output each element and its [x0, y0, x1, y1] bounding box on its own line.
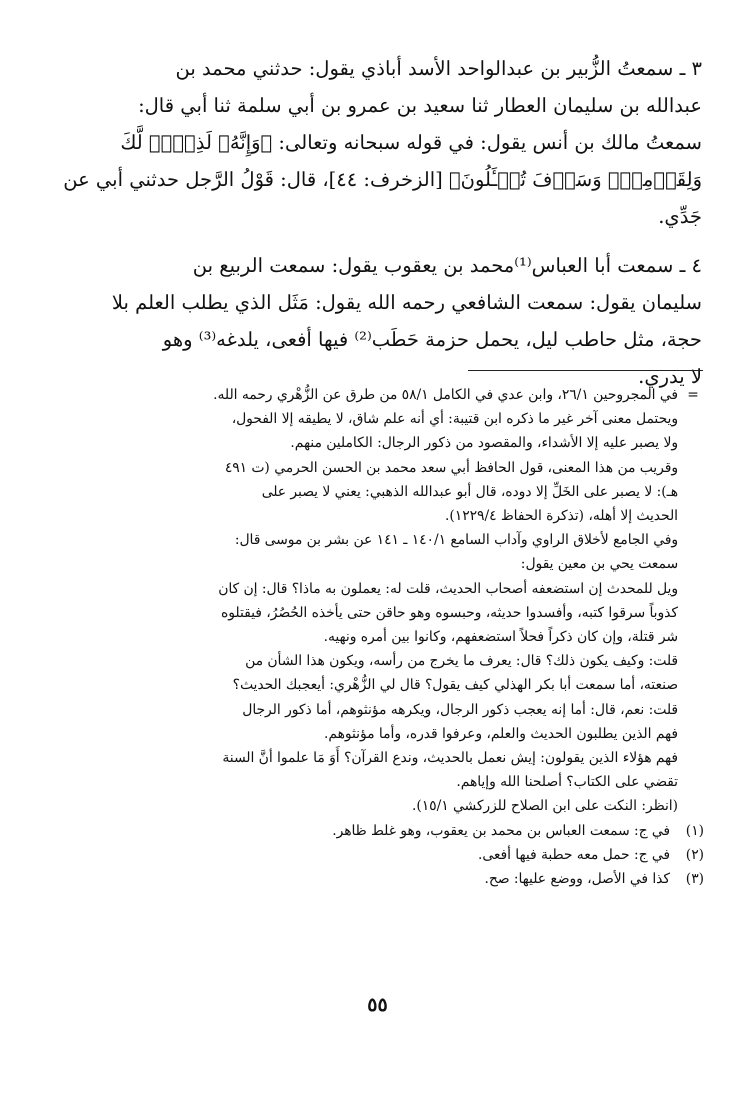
footnote-number: (٣): [685, 871, 704, 888]
note-line: صنعته، أما سمعت أبا بكر الهذلي كيف يقول؟ قال لي الزُّهْري: أيعجبك الحديث؟: [232, 677, 678, 694]
paragraph-4: [52, 247, 702, 395]
note-line: شر قتلة، وإن كان ذكراً فحلاً استضعفهم، وكانوا بين أمره ونهيه.: [323, 629, 678, 646]
text-line: وَلِقَوۡمِكَۖ وَسَوۡفَ تُسۡـَٔلُونَ﴾ [الزخرف: ٤٤]، قال: قَوْلُ الرَّجل حدثني أبي عن: [63, 168, 702, 191]
continuation-mark: =: [687, 387, 699, 403]
text-line: لا يدري.: [638, 365, 702, 388]
footnote-text: في ج: حمل معه حطبة فيها أفعى.: [477, 846, 670, 863]
paragraph-3: [52, 50, 702, 235]
note-line: تقضي على الكتاب؟ أصلحنا الله وإياهم.: [456, 774, 678, 791]
note-line: فهم الذين يطلبون الحديث والعلم، وعرفوا قدره، وأما مؤنثوهم.: [324, 725, 678, 742]
text-line: حجة، مثل حاطب ليل، يحمل حزمة حَطَب⁽²⁾ فيها أفعى، يلدغه⁽³⁾ وهو: [162, 328, 702, 351]
text-line: سليمان يقول: سمعت الشافعي رحمه الله يقول: مَثَل الذي يطلب العلم بلا: [111, 291, 702, 314]
footnote-2: [52, 843, 704, 867]
footnote-number: (١): [685, 822, 704, 839]
note-line: ولا يصبر عليه إلا الأشداء، والمقصود من ذكور الرجال: الكاملين منهم.: [290, 435, 678, 452]
note-line: هـ): لا يصبر على الخَلِّ إلا دوده، قال أبو عبدالله الذهبي: يعني لا يصبر على: [261, 483, 678, 500]
footnote-number: (٢): [685, 846, 704, 863]
note-line: قلت: نعم، قال: أما إنه يعجب ذكور الرجال، ويكرهه مؤنثوهم، أما ذكور الرجال: [242, 701, 678, 718]
text-line: سمعتُ مالك بن أنس يقول: في قوله سبحانه وتعالى: ﴿وَإِنَّهُۥ لَذِكۡرٞ لَّكَ: [120, 131, 702, 154]
footnote-divider: [468, 370, 703, 371]
text-line: جَدِّي.: [658, 205, 702, 228]
page-number: ٥٥: [367, 994, 388, 1016]
note-line: سمعت يحي بن معين يقول:: [520, 556, 678, 573]
note-line: الحديث إلا أهله، (تذكرة الحفاظ ١٢٢٩/٤).: [445, 508, 678, 525]
footnotes-area: [52, 383, 704, 891]
text-line: ٤ ـ سمعت أبا العباس⁽¹⁾محمد بن يعقوب يقول: سمعت الربيع بن: [192, 254, 702, 277]
footnote-text: كذا في الأصل، ووضع عليها: صح.: [484, 871, 670, 888]
footnote-1: [52, 819, 704, 843]
text-line: ٣ ـ سمعتُ الزُّبير بن عبدالواحد الأسد أباذي يقول: حدثني محمد بن: [175, 57, 702, 80]
note-line: وفي الجامع لأخلاق الراوي وآداب السامع ١٤٠/١ ـ ١٤١ عن بشر بن موسى قال:: [234, 532, 678, 549]
note-line: [52, 383, 704, 407]
note-line: ويل للمحدث إن استضعفه أصحاب الحديث، قلت له: يعملون به ماذا؟ قال: إن كان: [218, 580, 678, 597]
footnote-3: [52, 867, 704, 891]
footnote-text: في ج: سمعت العباس بن محمد بن يعقوب، وهو غلط ظاهر.: [332, 822, 670, 839]
note-line: فهم هؤلاء الذين يقولون: إيش نعمل بالحديث، وندع القرآن؟ أَوَ مَا علموا أنَّ السنة: [222, 750, 678, 767]
main-text: [52, 50, 702, 407]
note-text: في المجروحين ٢٦/١، وابن عدي في الكامل ٥٨/١ من طرق عن الزُّهْري رحمه الله.: [213, 387, 678, 403]
note-line: كذوباً سرقوا كتبه، وأفسدوا حديثه، وحبسوه وهو حاقن حتى يأخذه الحُصُرُ، فيقتلوه: [221, 604, 678, 621]
text-line: عبدالله بن سليمان العطار ثنا سعيد بن عمرو بن أبي سلمة ثنا أبي قال:: [138, 94, 702, 117]
note-line: ويحتمل معنى آخر غير ما ذكره ابن قتيبة: أي أنه علم شاق، لا يطيقه إلا الفحول،: [231, 411, 678, 428]
note-line: قلت: وكيف يكون ذلك؟ قال: يعرف ما يخرج من رأسه، ويكون هذا الشأن من: [245, 653, 678, 670]
continued-note: [52, 383, 704, 819]
note-line: وقريب من هذا المعنى، قول الحافظ أبي سعد محمد بن الحسن الحرمي (ت ٤٩١: [224, 459, 678, 476]
note-line: (انظر: النكت على ابن الصلاح للزركشي ١٥/١).: [411, 798, 678, 815]
